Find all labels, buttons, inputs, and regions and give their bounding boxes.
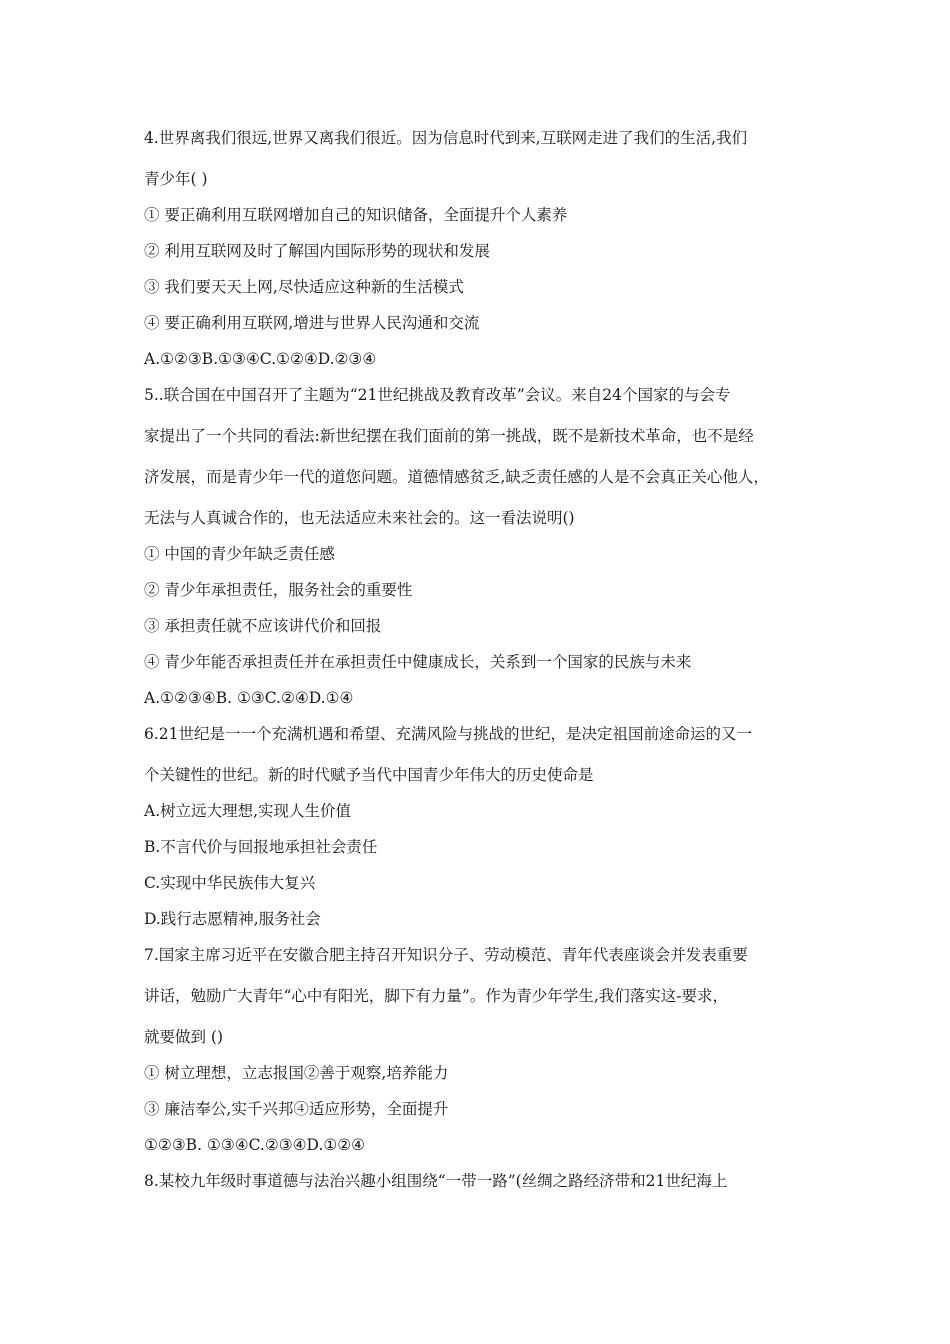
question-5-statement-2: ② 青少年承担责任，服务社会的重要性 bbox=[144, 581, 413, 599]
question-7-stem-line-3: 就要做到 () bbox=[144, 1028, 224, 1046]
question-6-option-b: B.不言代价与回报地承担社会责任 bbox=[144, 838, 378, 856]
question-7-stem-line-1: 7.国家主席习近平在安徽合肥主持召开知识分子、劳动模范、青年代表座谈会并发表重要 bbox=[144, 946, 748, 964]
question-7-statements-1-2: ① 树立理想，立志报国②善于观察,培养能力 bbox=[144, 1064, 449, 1082]
question-5-statement-3: ③ 承担责任就不应该讲代价和回报 bbox=[144, 617, 382, 635]
question-4-options: A.①②③B.①③④C.①②④D.②③④ bbox=[144, 350, 377, 368]
question-5-stem-line-1: 5..联合国在中国召开了主题为“21世纪挑战及教育改革”会议。来自24个国家的与会专 bbox=[144, 386, 731, 404]
question-4-stem-line-2: 青少年( ) bbox=[144, 170, 208, 188]
question-5-stem-line-3: 济发展，而是青少年一代的道您问题。道德情感贫乏,缺乏责任感的人是不会真正关心他人， bbox=[144, 468, 769, 486]
question-6-stem-line-2: 个关键性的世纪。新的时代赋予当代中国青少年伟大的历史使命是 bbox=[144, 766, 594, 784]
question-8-stem-line-1: 8.某校九年级时事道德与法治兴趣小组围绕“一带一路”(丝绸之路经济带和21世纪海上 bbox=[144, 1172, 728, 1190]
question-7-options: ①②③B. ①③④C.②③④D.①②④ bbox=[144, 1136, 366, 1154]
question-4-statement-2: ② 利用互联网及时了解国内国际形势的现状和发展 bbox=[144, 242, 490, 260]
question-5-statement-1: ① 中国的青少年缺乏责任感 bbox=[144, 545, 335, 563]
question-6-option-c: C.实现中华民族伟大复兴 bbox=[144, 874, 316, 892]
question-4-statement-1: ① 要正确利用互联网增加自己的知识储备，全面提升个人素养 bbox=[144, 206, 568, 224]
question-5-options: A.①②③④B. ①③C.②④D.①④ bbox=[144, 689, 354, 707]
question-6-option-d: D.践行志愿精神,服务社会 bbox=[144, 910, 321, 928]
question-5-stem-line-4: 无法与人真诚合作的，也无法适应未来社会的。这一看法说明() bbox=[144, 509, 575, 527]
question-7-statements-3-4: ③ 廉洁奉公,实千兴邦④适应形势，全面提升 bbox=[144, 1100, 449, 1118]
question-4-statement-4: ④ 要正确利用互联网,增进与世界人民沟通和交流 bbox=[144, 314, 480, 332]
question-4-stem-line-1: 4.世界离我们很远,世界又离我们很近。因为信息时代到来,互联网走进了我们的生活,我们 bbox=[144, 129, 748, 147]
question-5-statement-4: ④ 青少年能否承担责任并在承担责任中健康成长，关系到一个国家的民族与未来 bbox=[144, 653, 692, 671]
question-4-statement-3: ③ 我们要天天上网,尽快适应这种新的生活模式 bbox=[144, 278, 464, 296]
question-7-stem-line-2: 讲话，勉励广大青年“心中有阳光，脚下有力量”。作为青少年学生,我们落实这-要求， bbox=[144, 987, 729, 1005]
question-6-stem-line-1: 6.21世纪是一一个充满机遇和希望、充满风险与挑战的世纪，是决定祖国前途命运的又一 bbox=[144, 725, 753, 743]
question-5-stem-line-2: 家提出了一个共同的看法:新世纪摆在我们面前的第一挑战，既不是新技术革命，也不是经 bbox=[144, 427, 754, 445]
question-6-option-a: A.树立远大理想,实现人生价值 bbox=[144, 802, 352, 820]
